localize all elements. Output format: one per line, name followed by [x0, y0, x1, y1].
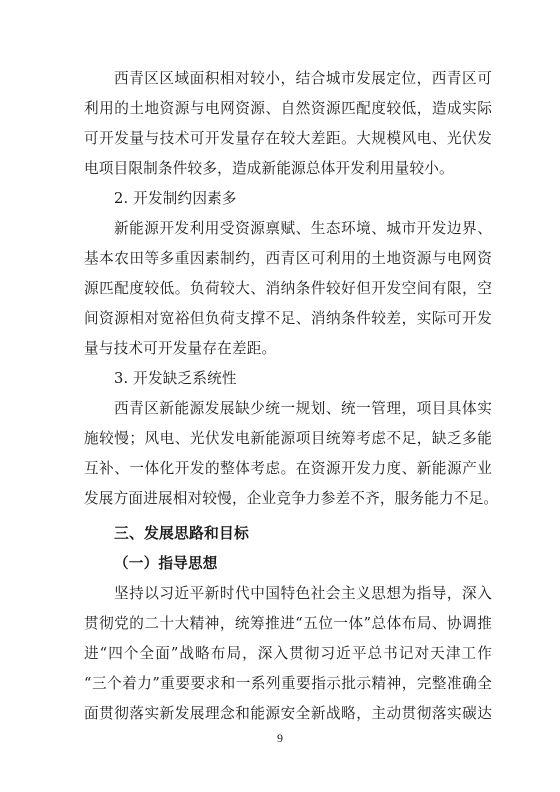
page-number: 9 [277, 731, 283, 745]
paragraph-line: 可开发量与技术可开发量存在较大差距。大规模风电、光伏发 [84, 130, 492, 147]
paragraph-line: 进“四个全面”战略布局，深入贯彻习近平总书记对天津工作 [84, 645, 492, 662]
paragraph-line: 坚持以习近平新时代中国特色社会主义思想为指导，深入 [114, 585, 492, 602]
paragraph-line: 间资源相对宽裕但负荷支撑不足、消纳条件较差，实际可开发 [84, 310, 492, 327]
subsection-heading: （一）指导思想 [114, 555, 218, 572]
paragraph-line: 互补、一体化开发的整体考虑。在资源开发力度、新能源产业 [84, 460, 492, 477]
paragraph-line: 面贯彻落实新发展理念和能源安全新战略，主动贯彻落实碳达 [84, 705, 492, 722]
paragraph-line: 施较慢；风电、光伏发电新能源项目统筹考虑不足，缺乏多能 [84, 430, 492, 447]
subsection-heading: 2. 开发制约因素多 [114, 190, 237, 207]
paragraph-line: 新能源开发利用受资源禀赋、生态环境、城市开发边界、 [114, 220, 492, 237]
paragraph-line: 西青区区域面积相对较小，结合城市发展定位，西青区可 [114, 70, 492, 87]
paragraph-line: 发展方面进展相对较慢，企业竞争力参差不齐，服务能力不足。 [84, 490, 499, 507]
paragraph-line: “三个着力”重要要求和一系列重要指示批示精神，完整准确全 [84, 675, 492, 692]
paragraph-line: 基本农田等多重因素制约，西青区可利用的土地资源与电网资 [84, 250, 492, 267]
paragraph-line: 贯彻党的二十大精神，统筹推进“五位一体”总体布局、协调推 [84, 615, 492, 632]
paragraph-line: 电项目限制条件较多，造成新能源总体开发利用量较小。 [84, 160, 454, 177]
paragraph-line: 量与技术可开发量存在差距。 [84, 340, 277, 357]
paragraph-line: 利用的土地资源与电网资源、自然资源匹配度较低，造成实际 [84, 100, 492, 117]
section-heading: 三、发展思路和目标 [114, 525, 249, 542]
subsection-heading: 3. 开发缺乏系统性 [114, 370, 237, 387]
paragraph-line: 源匹配度较低。负荷较大、消纳条件较好但开发空间有限，空 [84, 280, 492, 297]
page-body [84, 64, 499, 729]
paragraph-line: 西青区新能源发展缺少统一规划、统一管理，项目具体实 [114, 400, 492, 417]
